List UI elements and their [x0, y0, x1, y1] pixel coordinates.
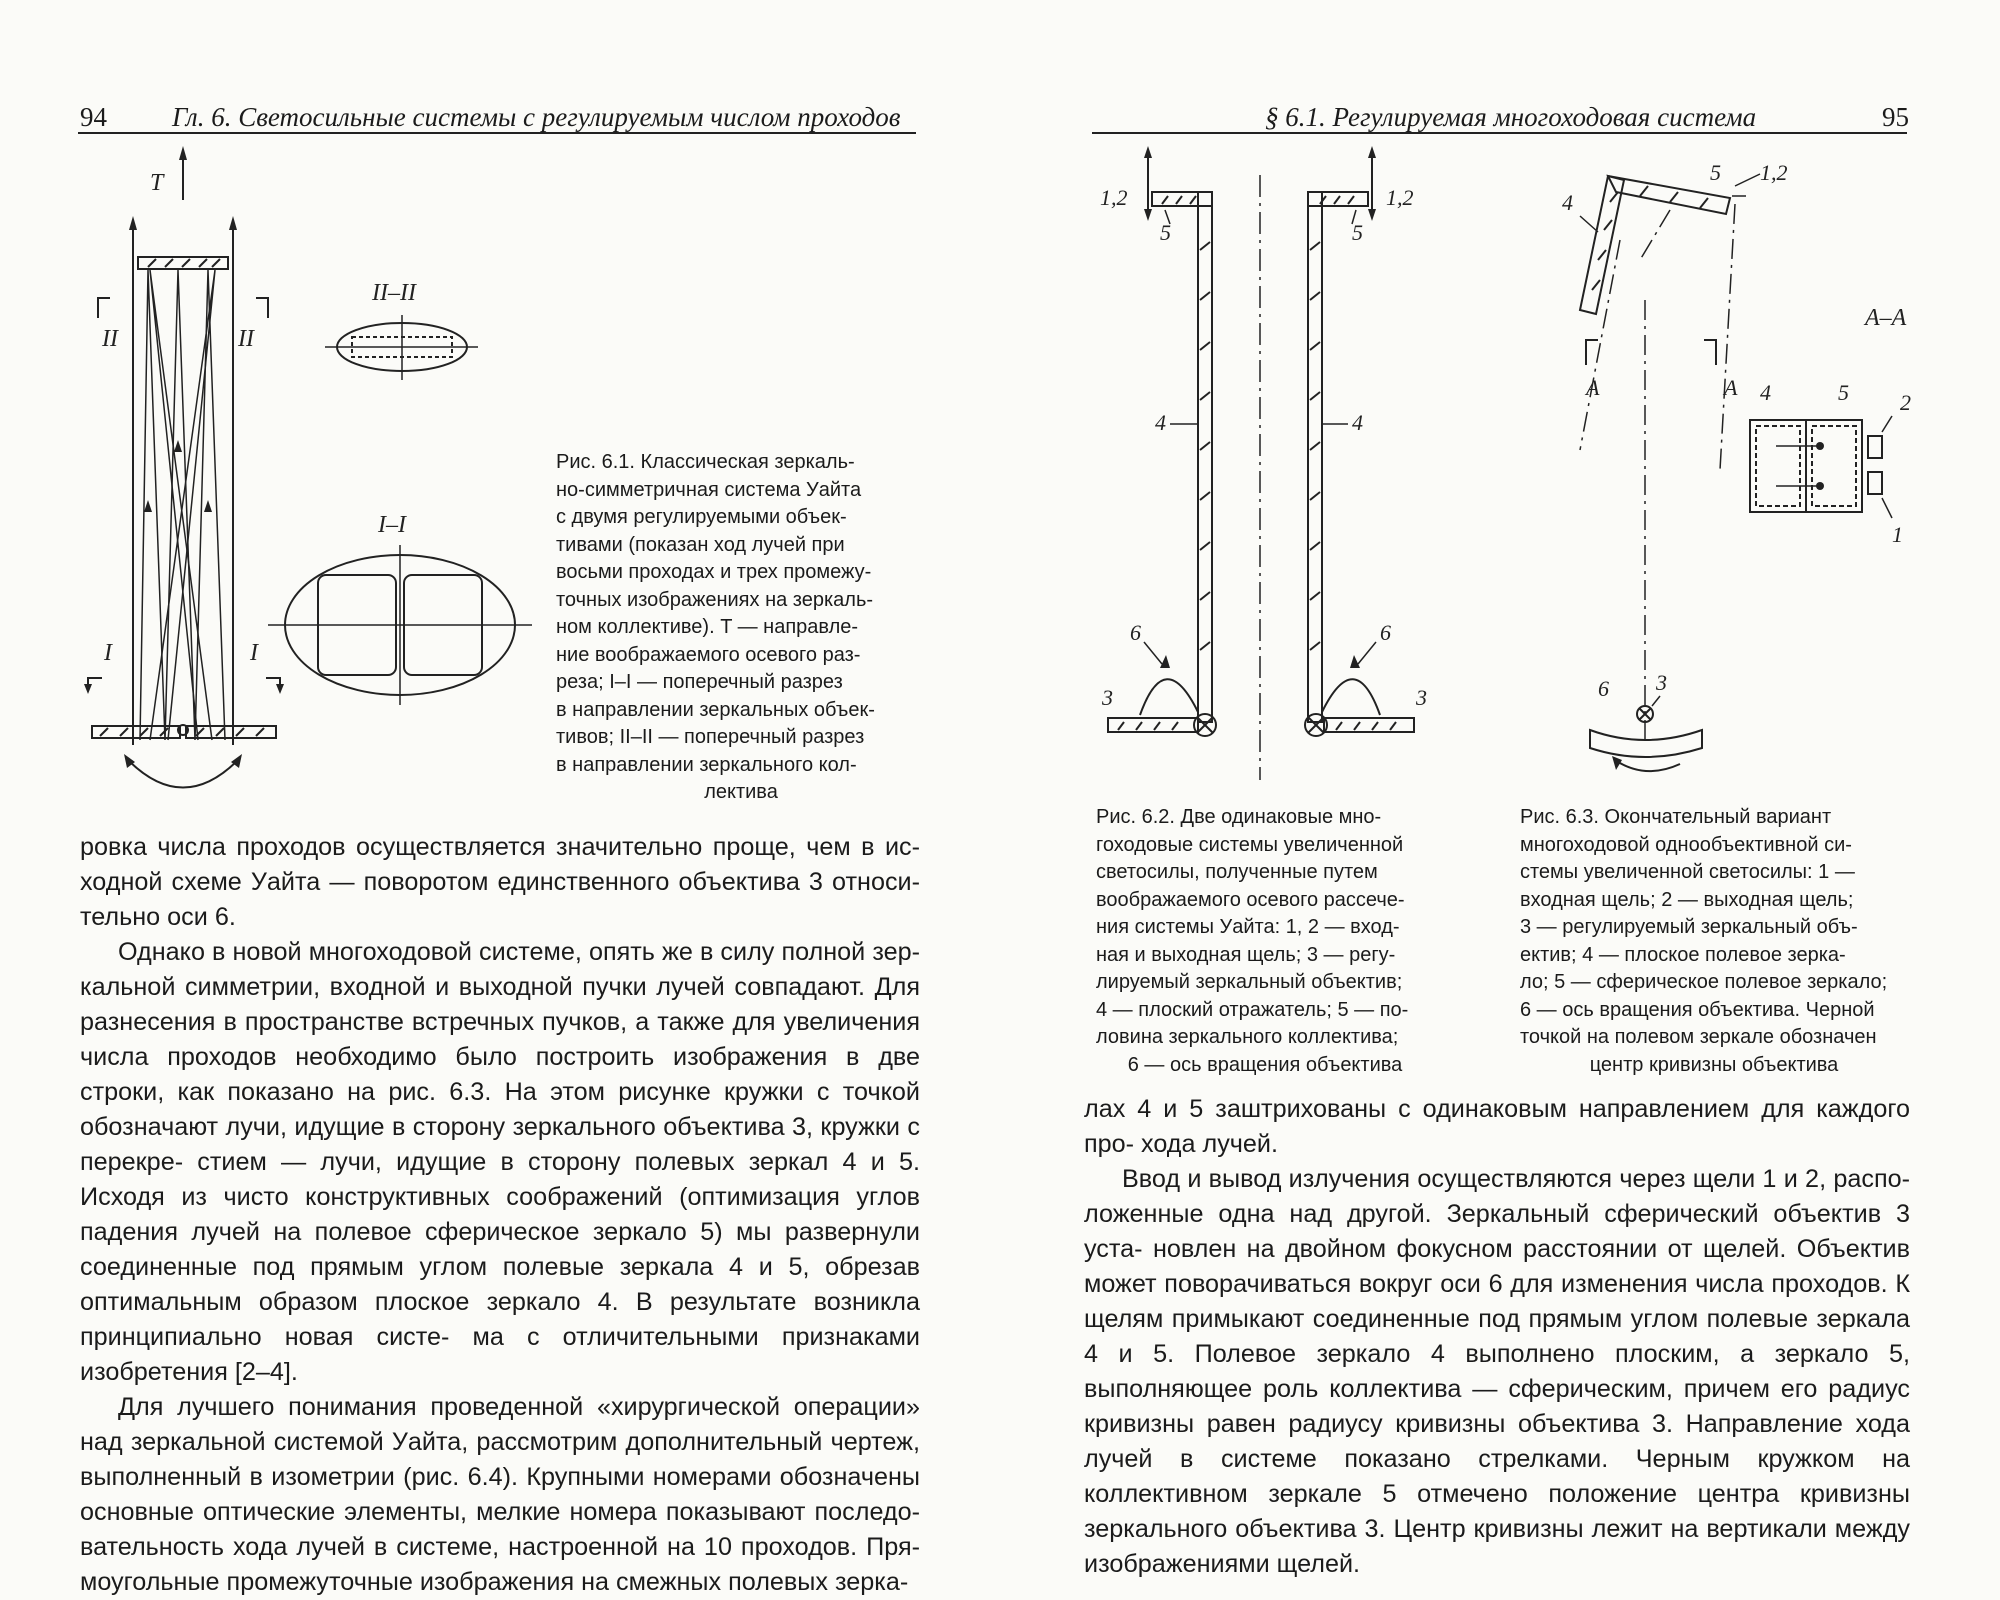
label-4-right: 4	[1352, 410, 1363, 435]
label-1-section: 1	[1892, 522, 1903, 547]
caption-line: восьми проходах и трех промежу-	[556, 561, 872, 583]
label-II-right: II	[238, 326, 254, 352]
caption-line: 6 — ось вращения объектива. Черной	[1520, 998, 1875, 1021]
caption-line: ние воображаемого осевого раз-	[556, 643, 861, 666]
body-text-left	[80, 830, 920, 1600]
figure-6-3-drawing	[1520, 140, 1980, 780]
label-2-section: 2	[1900, 390, 1911, 415]
header-rule-left	[78, 132, 916, 134]
paragraph: Ввод и вывод излучения осуществляются через щели 1 и 2, распо- ложенные одна над другой. Зеркальный сферический объектив 3 уста- новлен на двойном фокусном расстоянии от щелей. Объектив может поворачиваться вокруг оси 6 для изменения числа проходов. К щелям примыкают соединенные под прямым углом полевые зеркала 4 и 5. Полевое зеркало 4 выполнено плоским, а зеркало 5, выполняющее роль коллектива — сферическим, причем его радиус кривизны равен радиусу кривизны объектива 3. Направление хода лучей в системе показано стрелками. Черным кружком на коллективном зеркале 5 отмечено положение центра кривизны зеркального объектива 3. Центр кривизны лежит на вертикали между изображениями щелей.	[1084, 1165, 1910, 1578]
caption-line: 6 — ось вращения объектива	[1127, 1053, 1403, 1076]
label-3-left: 3	[1102, 685, 1113, 710]
figure-6-2-caption	[1096, 804, 1434, 1079]
caption-line: воображаемого осевого рассече-	[1096, 888, 1405, 911]
running-head-left: Гл. 6. Светосильные системы с регулируемым числом проходов	[172, 102, 901, 132]
paragraph: Однако в новой многоходовой системе, опять же в силу полной зер- кальной симметрии, входной и выходной пучки лучей совпадают. Для разнесения в пространстве встречных пучков, а также для увеличения числа проходов необходимо было построить изображения в две строки, как показано на рис. 6.3. На этом рисунке кружки с точкой обозначают лучи, идущие в сторону зеркального объектива 3, кружки с перекре- стием — лучи, идущие в сторону полевых зеркал 4 и 5. Исходя из чисто конструктивных соображений (оптимизация углов падения лучей на полевое сферическое зеркало 5) мы развернули соединенные под прямым углом полевые зеркала 4 и 5, обрезав оптимальным образом плоское зеркало 4. В результате возникла принципиально новая систе- ма с отличительными признаками изобретения [2–4].	[80, 938, 920, 1386]
caption-line: ектив; 4 — плоское полевое зерка-	[1520, 943, 1846, 966]
label-4-left: 4	[1155, 410, 1166, 435]
caption-line: Рис. 6.2. Две одинаковые мно-	[1096, 806, 1382, 828]
label-A-right: A	[1724, 375, 1738, 400]
figure-6-1-caption	[556, 449, 926, 807]
label-1-2-left: 1,2	[1100, 185, 1128, 210]
label-I-left: I	[104, 640, 112, 666]
caption-line: гоходовые системы увеличенной	[1096, 833, 1404, 856]
label-3-right: 3	[1416, 685, 1427, 710]
label-AA: A–A	[1865, 305, 1907, 331]
caption-line: в направлении зеркальных объек-	[556, 698, 875, 721]
label-II-left: II	[102, 326, 118, 352]
figure-6-2-drawing	[1090, 140, 1430, 790]
caption-line: ния системы Уайта: 1, 2 — вход-	[1096, 916, 1400, 938]
caption-line: в направлении зеркального кол-	[556, 753, 857, 776]
caption-line: входная щель; 2 — выходная щель;	[1520, 888, 1854, 911]
label-5-fig3: 5	[1710, 160, 1721, 185]
label-A-left: A	[1586, 375, 1600, 400]
figure-6-3-caption	[1520, 804, 1908, 1079]
label-1-2-fig3: 1,2	[1760, 160, 1788, 185]
caption-line: Рис. 6.3. Окончательный вариант	[1520, 806, 1832, 828]
caption-line: светосилы, полученные путем	[1096, 861, 1378, 883]
caption-line: ная и выходная щель; 3 — регу-	[1096, 943, 1396, 966]
label-1-2-right: 1,2	[1386, 185, 1414, 210]
label-section-I: I–I	[378, 512, 406, 538]
left-page	[0, 0, 1000, 1596]
caption-line: лируемый зеркальный объектив;	[1096, 971, 1403, 993]
caption-line: но-симметричная система Уайта	[556, 478, 862, 501]
label-3-fig3: 3	[1656, 670, 1667, 695]
paragraph: лах 4 и 5 заштрихованы с одинаковым направлением для каждого про- хода лучей.	[1084, 1095, 1910, 1158]
caption-line: точных изображениях на зеркаль-	[556, 588, 874, 611]
label-5-section: 5	[1838, 380, 1849, 405]
caption-line: стемы увеличенной светосилы: 1 —	[1520, 861, 1855, 883]
caption-line: тивами (показан ход лучей при	[556, 533, 845, 556]
label-T: T	[150, 170, 164, 196]
label-I-right: I	[250, 640, 258, 666]
label-section-II: II–II	[372, 280, 416, 306]
page-number-left: 94	[80, 102, 107, 132]
running-head-right: § 6.1. Регулируемая многоходовая система	[1265, 102, 1757, 132]
caption-line: ном коллективе). T — направле-	[556, 616, 859, 638]
label-5-right: 5	[1352, 220, 1363, 245]
caption-line: Рис. 6.1. Классическая зеркаль-	[556, 451, 855, 473]
caption-line: центр кривизны объектива	[1589, 1053, 1839, 1076]
label-5-left: 5	[1160, 220, 1171, 245]
label-4-fig3: 4	[1562, 190, 1573, 215]
label-6-right: 6	[1380, 620, 1391, 645]
label-6-fig3: 6	[1598, 676, 1609, 701]
caption-line: точкой на полевом зеркале обозначен	[1520, 1026, 1877, 1048]
body-text-right	[1084, 1092, 1910, 1582]
right-page	[1000, 0, 2000, 1578]
caption-line: с двумя регулируемыми объек-	[556, 506, 847, 528]
caption-line: лектива	[704, 781, 778, 803]
page-number-right: 95	[1882, 102, 1909, 132]
caption-line: 3 — регулируемый зеркальный объ-	[1520, 916, 1858, 938]
caption-line: тивов; II–II — поперечный разрез	[556, 726, 865, 748]
caption-line: ловина зеркального коллектива;	[1096, 1026, 1399, 1048]
paragraph: ровка числа проходов осуществляется значительно проще, чем в ис- ходной схеме Уайта — поворотом единственного объектива 3 относи- тельно оси 6.	[80, 833, 920, 931]
caption-line: реза; I–I — поперечный разрез	[556, 671, 843, 693]
label-6-left: 6	[1130, 620, 1141, 645]
paragraph: Для лучшего понимания проведенной «хирургической операции» над зеркальной системой Уайта, рассмотрим дополнительный чертеж, выполненный в изометрии (рис. 6.4). Крупными номерами обозначены основные оптические элементы, мелкие номера показывают последо- вательность хода лучей в системе, настроенной на 10 проходов. Пря- моугольные промежуточные изображения на смежных полевых зерка-	[80, 1393, 920, 1596]
caption-line: ло; 5 — сферическое полевое зеркало;	[1520, 971, 1888, 993]
caption-line: 4 — плоский отражатель; 5 — по-	[1096, 998, 1409, 1021]
caption-line: многоходовой однообъективной си-	[1520, 833, 1852, 856]
label-4-section: 4	[1760, 380, 1771, 405]
